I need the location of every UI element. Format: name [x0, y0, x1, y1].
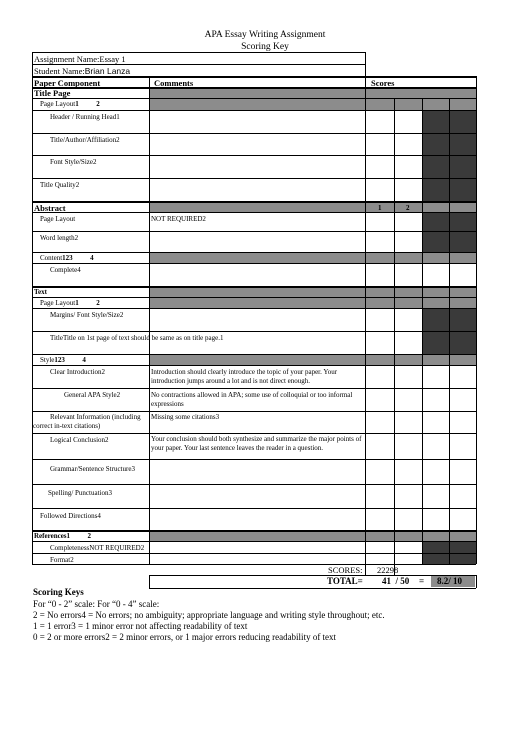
row-abstract-page-layout-comment: NOT REQUIRED2: [151, 215, 206, 223]
comment-logical-conclusion: Your conclusion should both synthesize and summarize the major points of your paper. Your last sentence leaves the reader in a question.: [151, 435, 362, 452]
scores-label: SCORES:: [328, 565, 363, 575]
section-band-scores: [366, 354, 476, 365]
section-band-comments: [150, 202, 365, 212]
comment-clear-introduction: Introduction should clearly introduce the topic of your paper. Your introduction jumps around a lot and is not direct enough.: [151, 368, 338, 385]
scoring-key-line-4: 0 = 2 or more errors2 = 2 minor errors, or 1 major errors reducing readability of text: [33, 632, 337, 642]
grid-vline: [365, 76, 366, 564]
grid-hline: [32, 155, 476, 156]
grid-hline: [32, 433, 476, 434]
grid-hline: [32, 388, 476, 389]
row-content: Content123 4: [40, 254, 94, 262]
section-band-comments: [150, 252, 365, 263]
header-paper-component: Paper Component: [34, 78, 101, 88]
scores-value: 22298: [377, 565, 399, 575]
header-scores: Scores: [371, 78, 395, 88]
scoring-key-line-3: 1 = 1 error3 = 1 minor error not affecting readability of text: [33, 621, 248, 631]
grid-hline: [32, 212, 476, 213]
grid-hline: [32, 508, 476, 509]
section-band-comments: [150, 354, 365, 365]
grid-hline: [32, 331, 476, 332]
grid-hline: [32, 252, 476, 253]
section-band-scores: [366, 287, 476, 297]
row-followed-directions: Followed Directions4: [40, 512, 101, 520]
grid-hline: [32, 231, 476, 232]
section-band-scores: [366, 202, 476, 212]
section-text: Text: [34, 288, 47, 296]
row-references: References1 2: [34, 532, 92, 540]
grid-vline: [32, 52, 33, 76]
section-abstract: Abstract: [34, 203, 66, 213]
grid-hline: [32, 201, 476, 203]
grid-hline: [32, 553, 476, 554]
grid-vline: [476, 575, 477, 588]
grid-hline: [32, 411, 476, 412]
row-style: Style123 4: [40, 356, 86, 364]
scoring-keys-heading: Scoring Keys: [33, 587, 84, 597]
grid-vline: [365, 52, 366, 76]
grid-hline: [32, 484, 476, 485]
student-name-value: Brian Lanza: [84, 66, 131, 76]
total-equals: =: [419, 576, 425, 586]
grid-hline: [32, 133, 476, 134]
abstract-score-label-1: 1: [378, 204, 382, 212]
section-band-scores: [366, 297, 476, 308]
grid-hline: [32, 541, 476, 542]
grid-hline: [32, 110, 476, 111]
grid-hline: [32, 263, 476, 264]
grid-hline: [32, 564, 476, 565]
na-score-cell: [450, 212, 476, 252]
row-grammar-sentence: Grammar/Sentence Structure3: [50, 465, 135, 473]
row-logical-conclusion: Logical Conclusion2: [50, 436, 109, 444]
final-score: 8.2/ 10: [437, 576, 463, 586]
grid-vline: [449, 98, 450, 564]
grid-vline: [476, 76, 477, 564]
section-title-page: Title Page: [34, 88, 71, 98]
row-clear-introduction: Clear Introduction2: [50, 368, 106, 376]
grid-hline: [32, 52, 365, 53]
comment-general-apa-style: No contractions allowed in APA; some use of colloquial or too informal expressions: [151, 391, 353, 408]
row-title-author-affiliation: Title/Author/Affiliation2: [50, 136, 120, 144]
assignment-name-value: Essay 1: [99, 54, 126, 64]
section-band-scores: [366, 531, 476, 541]
grid-hline: [32, 308, 476, 309]
row-header-running-head: Header / Running Head1: [50, 113, 120, 121]
grid-vline: [32, 76, 33, 564]
grid-hline: [32, 98, 476, 99]
row-format: Format2: [50, 556, 74, 564]
row-margins-font: Margins/ Font Style/Size2: [50, 311, 124, 319]
assignment-name-row: [34, 54, 126, 64]
row-abstract-page-layout-label: Page Layout: [40, 215, 76, 223]
grid-vline: [365, 564, 366, 575]
total-value: 41 / 50: [382, 576, 410, 586]
na-score-cell: [423, 212, 449, 252]
header-comments: Comments: [154, 78, 194, 88]
row-title-on-first-page: TitleTitle on 1st page of text should be same as on title page.1: [50, 334, 224, 342]
section-band-comments: [150, 531, 365, 541]
grid-hline: [32, 297, 476, 298]
row-general-apa-style: General APA Style2: [64, 391, 121, 399]
grid-hline: [32, 459, 476, 460]
section-band-comments: [150, 297, 365, 308]
grid-vline: [149, 575, 150, 588]
row-spelling-punctuation: Spelling/ Punctuation3: [48, 489, 112, 497]
section-band-comments: [150, 287, 365, 297]
grid-vline: [149, 76, 150, 564]
row-font-style-size: Font Style/Size2: [50, 158, 97, 166]
section-band-scores: [366, 98, 476, 110]
grid-hline: [32, 178, 476, 179]
grid-hline: [32, 64, 365, 65]
scoring-key-line-2: 2 = No errors4 = No errors; no ambiguity; appropriate language and writing style throughout; etc.: [33, 610, 385, 620]
student-name-label: Student Name:: [34, 66, 85, 76]
row-title-quality: Title Quality2: [40, 181, 80, 189]
total-label: TOTAL=: [327, 576, 363, 586]
row-relevant-information: Relevant Information (including correct in-text citations): [33, 413, 141, 430]
section-band-scores: [366, 252, 476, 263]
grid-hline: [32, 530, 476, 532]
grid-hline: [149, 575, 476, 576]
grid-hline: [32, 286, 476, 288]
comment-relevant-information: Missing some citations3: [151, 413, 220, 421]
grid-hline: [32, 354, 476, 355]
row-page-layout-title: Page Layout1 2: [40, 100, 100, 108]
section-band-comments: [150, 98, 365, 110]
scoring-key-line-1: For “0 - 2” scale: For “0 - 4” scale:: [33, 599, 160, 609]
assignment-name-label: Assignment Name:: [34, 54, 100, 64]
row-completeness: CompletenessNOT REQUIRED2: [50, 544, 145, 552]
grid-hline: [149, 588, 476, 589]
row-word-length: Word length2: [40, 234, 79, 242]
grid-vline: [394, 98, 395, 564]
abstract-score-label-2: 2: [406, 204, 410, 212]
grid-vline: [422, 98, 423, 564]
row-complete: Complete4: [50, 266, 81, 274]
document-subtitle: Scoring Key: [241, 42, 289, 52]
document-title: APA Essay Writing Assignment: [204, 30, 326, 40]
student-name-row: [34, 66, 130, 76]
row-page-layout-text: Page Layout1 2: [40, 299, 100, 307]
grid-hline: [32, 365, 476, 366]
